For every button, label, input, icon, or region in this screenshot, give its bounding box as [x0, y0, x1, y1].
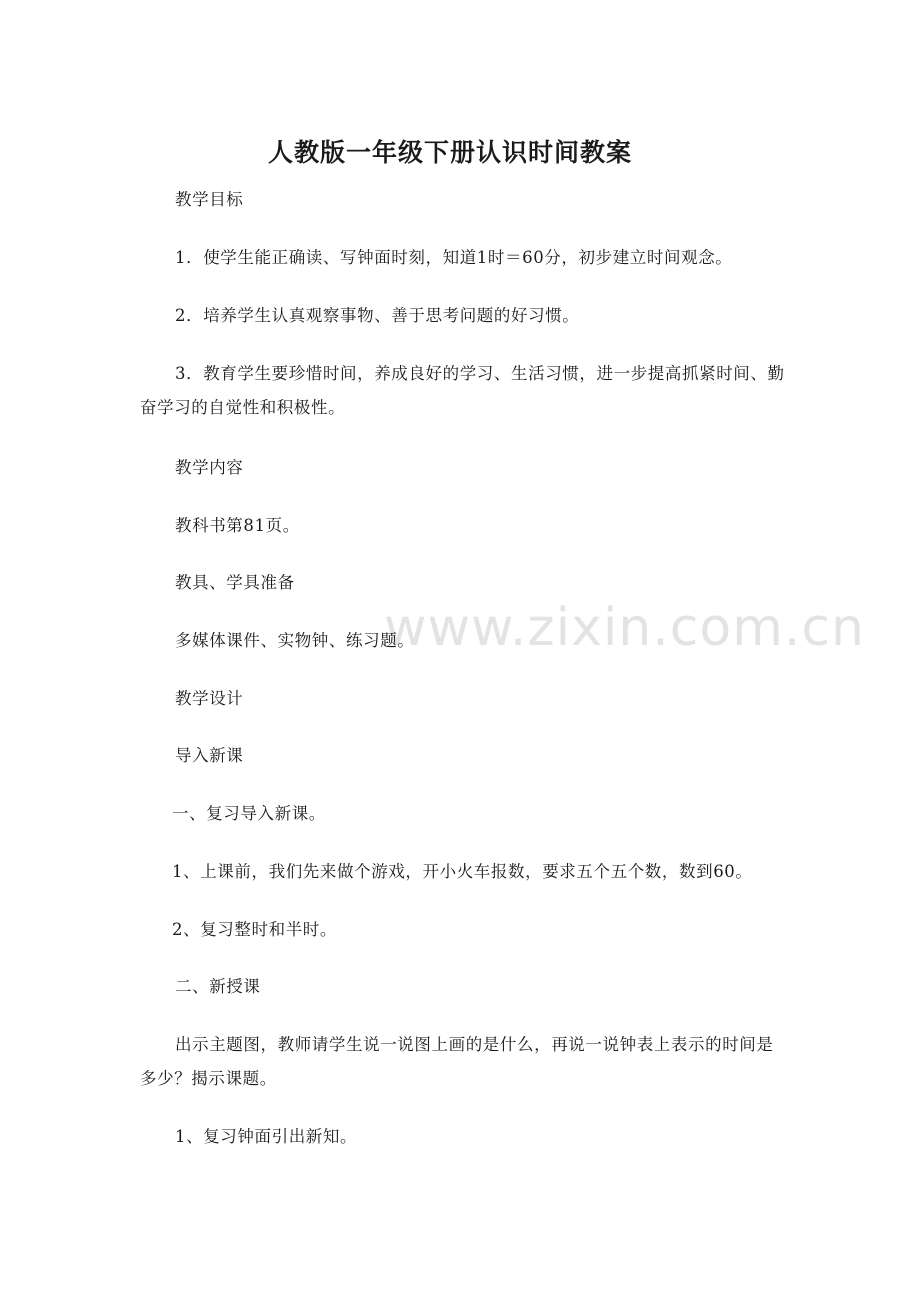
heading-tools-preparation: 教具、学具准备 [175, 573, 295, 592]
goal-item-1: 1．使学生能正确读、写钟面时刻，知道1时＝60分，初步建立时间观念。 [175, 248, 733, 267]
tools-list: 多媒体课件、实物钟、练习题。 [175, 631, 415, 650]
review-item-1: 1、上课前，我们先来做个游戏，开小火车报数，要求五个五个数，数到60。 [172, 862, 753, 881]
section-new-lesson: 二、新授课 [175, 977, 261, 996]
new-lesson-theme-image: 出示主题图，教师请学生说一说图上画的是什么，再说一说钟表上表示的时间是多少？揭示课题。 [140, 1035, 774, 1088]
heading-teaching-design: 教学设计 [175, 689, 244, 708]
goal-item-3: 3．教育学生要珍惜时间，养成良好的学习、生活习惯，进一步提高抓紧时间、勤奋学习的自觉性和积极性。 [140, 364, 785, 417]
review-item-2: 2、复习整时和半时。 [172, 920, 337, 939]
document-title: 人教版一年级下册认识时间教案 [267, 137, 632, 167]
heading-introduction: 导入新课 [175, 746, 244, 765]
heading-teaching-content: 教学内容 [175, 458, 244, 477]
new-lesson-item-1: 1、复习钟面引出新知。 [175, 1127, 358, 1146]
goal-item-2: 2．培养学生认真观察事物、善于思考问题的好习惯。 [175, 306, 580, 325]
heading-teaching-goals: 教学目标 [175, 190, 244, 209]
section-review-introduction: 一、复习导入新课。 [172, 804, 326, 823]
content-textbook-page: 教科书第81页。 [175, 516, 300, 535]
watermark: www.zixin.com.cn [384, 598, 865, 658]
